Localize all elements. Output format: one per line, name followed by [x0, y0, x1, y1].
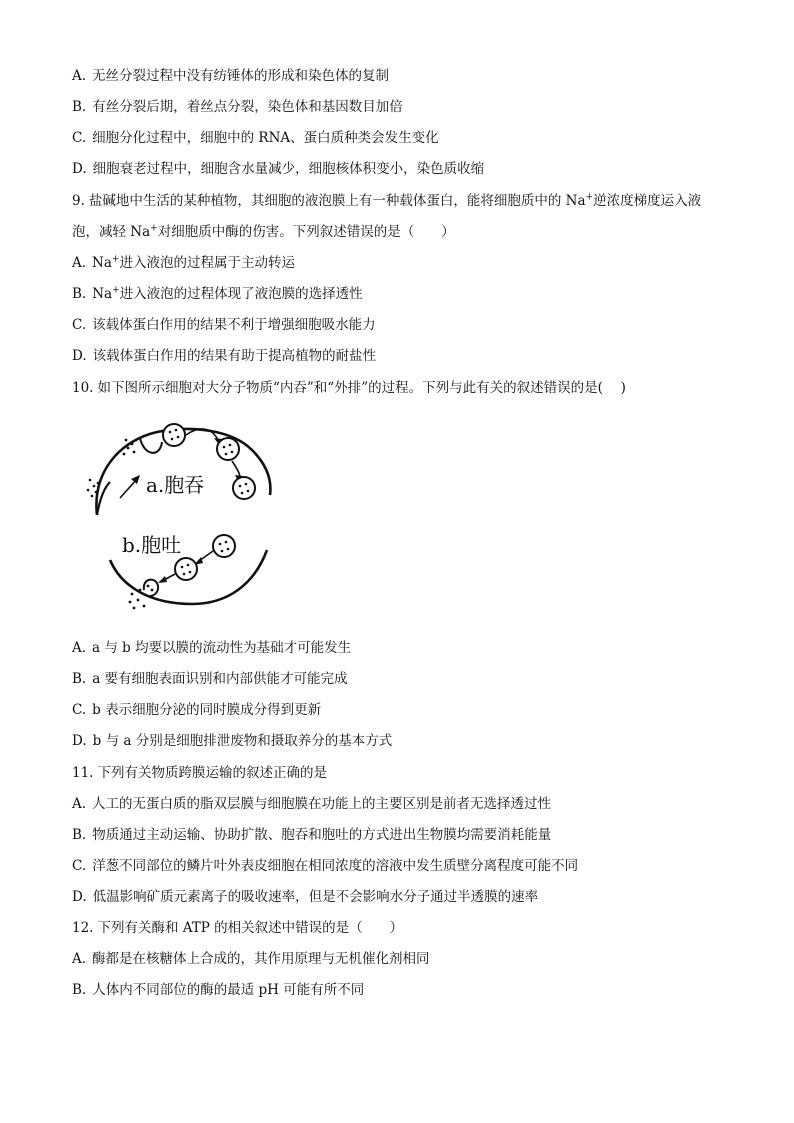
- q11-option-c: [72, 856, 578, 876]
- q8-option-b: [72, 97, 403, 117]
- q10-option-d: [72, 731, 392, 751]
- option-label: D.: [72, 348, 87, 364]
- option-text: 低温影响矿质元素离子的吸收速率，但是不会影响水分子通过半透膜的速率: [92, 889, 539, 905]
- question-number: 10.: [72, 380, 94, 396]
- vesicle-4: [213, 535, 235, 557]
- option-label: B.: [72, 99, 87, 115]
- q12-option-a: [72, 949, 430, 969]
- option-label: A.: [72, 796, 87, 812]
- option-label: B.: [72, 982, 87, 998]
- option-text: 物质通过主动运输、协助扩散、胞吞和胞吐的方式进出生物膜均需要消耗能量: [92, 827, 552, 843]
- vesicle-2: [217, 438, 239, 460]
- option-text: 该载体蛋白作用的结果不利于增强细胞吸水能力: [92, 317, 376, 333]
- q9-stem-line2: [72, 222, 455, 242]
- option-text: 有丝分裂后期，着丝点分裂，染色体和基因数目加倍: [92, 99, 403, 115]
- option-text: 人体内不同部位的酶的最适 pH 可能有所不同: [92, 982, 365, 998]
- q9-sup: +: [585, 192, 594, 203]
- option-label: B.: [72, 827, 87, 843]
- option-label: A.: [72, 951, 87, 967]
- option-text: 酶都是在核糖体上合成的，其作用原理与无机催化剂相同: [92, 951, 430, 967]
- option-text: b 表示细胞分泌的同时膜成分得到更新: [92, 702, 322, 718]
- q10-option-c: [72, 700, 321, 720]
- option-text: a 与 b 均要以膜的流动性为基础才可能发生: [92, 640, 352, 656]
- q9-option-a: [72, 253, 295, 273]
- option-text: 洋葱不同部位的鳞片叶外表皮细胞在相同浓度的溶液中发生质壁分离程度可能不同: [92, 858, 579, 874]
- vesicle-3: [233, 477, 255, 499]
- option-sup: +: [112, 285, 120, 296]
- q9-option-b: [72, 284, 363, 304]
- option-text: b 与 a 分别是细胞排泄废物和摄取养分的基本方式: [92, 733, 393, 749]
- membrane-pit-1: [140, 438, 162, 453]
- q11-option-a: [72, 794, 551, 814]
- option-sup: +: [111, 254, 120, 265]
- q11-option-b: [72, 825, 551, 845]
- option-text-post: 进入液泡的过程属于主动转运: [119, 255, 295, 271]
- q9-stem-post: 逆浓度梯度运入液: [593, 193, 702, 209]
- q8-option-d: [72, 159, 484, 179]
- fusing-vesicle: [144, 580, 158, 596]
- option-label: D.: [72, 889, 87, 905]
- option-text: a 要有细胞表面识别和内部供能才可能完成: [92, 671, 348, 687]
- option-text: 细胞衰老过程中，细胞含水量减少，细胞核体积变小，染色质收缩: [92, 161, 485, 177]
- option-label: C.: [72, 858, 87, 874]
- q9-sup: +: [150, 223, 158, 234]
- q9-stem-pre: 盐碱地中生活的某种植物，其细胞的液泡膜上有一种载体蛋白，能将细胞质中的 Na: [88, 193, 586, 209]
- option-label: D.: [72, 733, 87, 749]
- q9-option-c: [72, 315, 376, 335]
- q9-stem2-post: 对细胞质中酶的伤害。下列叙述错误的是（ ）: [157, 224, 455, 240]
- option-label: A.: [72, 640, 87, 656]
- option-text: 该载体蛋白作用的结果有助于提高植物的耐盐性: [92, 348, 377, 364]
- q11-option-d: [72, 887, 538, 907]
- vesicle-1: [163, 424, 185, 446]
- option-label: C.: [72, 702, 87, 718]
- arrow-exo-2-head: [158, 576, 167, 583]
- q9-stem-line1: [72, 191, 701, 211]
- option-text: 细胞分化过程中，细胞中的 RNA、蛋白质种类会发生变化: [92, 130, 439, 146]
- q10-stem: [72, 378, 626, 398]
- option-text: 人工的无蛋白质的脂双层膜与细胞膜在功能上的主要区别是前者无选择透过性: [92, 796, 552, 812]
- question-number: 9.: [72, 193, 85, 209]
- endocytosis-exocytosis-figure: [82, 420, 282, 615]
- q10-option-b: [72, 669, 348, 689]
- option-label: B.: [72, 671, 87, 687]
- label-a: a.胞吞: [146, 473, 205, 497]
- q12-stem: [72, 918, 403, 938]
- vesicle-5: [175, 558, 197, 580]
- option-label: C.: [72, 317, 87, 333]
- q12-option-b: [72, 980, 364, 1000]
- q10-stem-text: 如下图所示细胞对大分子物质“内吞”和“外排”的过程。下列与此有关的叙述错误的是( ): [97, 380, 626, 396]
- q9-option-d: [72, 346, 376, 366]
- option-text: Na: [92, 286, 113, 302]
- question-number: 11.: [72, 765, 94, 781]
- option-text: Na: [92, 255, 112, 271]
- label-b: b.胞吐: [122, 533, 182, 557]
- option-label: A.: [72, 68, 87, 84]
- q9-stem2-pre: 泡，减轻 Na: [72, 224, 151, 240]
- option-label: C.: [72, 130, 87, 146]
- q10-option-a: [72, 638, 351, 658]
- option-label: B.: [72, 286, 87, 302]
- q8-option-a: [72, 66, 389, 86]
- option-text: 无丝分裂过程中没有纺锤体的形成和染色体的复制: [92, 68, 390, 84]
- arrow-head: [131, 475, 140, 484]
- option-text-post: 进入液泡的过程体现了液泡膜的选择透性: [119, 286, 363, 302]
- q8-option-c: [72, 128, 439, 148]
- q11-stem-text: 下列有关物质跨膜运输的叙述正确的是: [97, 765, 327, 781]
- option-label: A.: [72, 255, 87, 271]
- option-label: D.: [72, 161, 87, 177]
- q11-stem: [72, 763, 327, 783]
- q12-stem-text: 下列有关酶和 ATP 的相关叙述中错误的是（ ）: [97, 920, 404, 936]
- question-number: 12.: [72, 920, 94, 936]
